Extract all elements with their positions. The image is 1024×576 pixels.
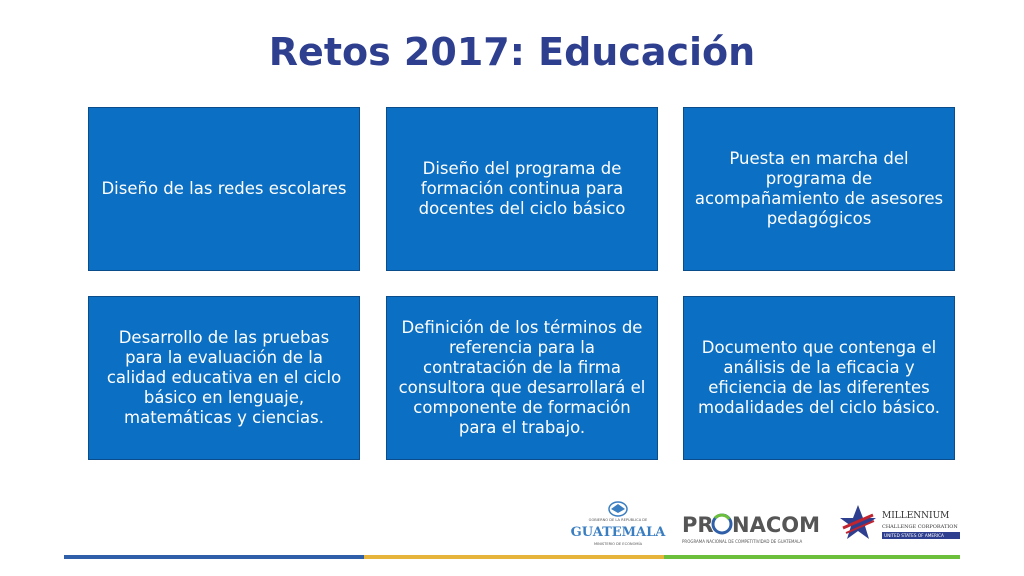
pronacom-logo (680, 506, 825, 546)
coat-of-arms-icon (609, 502, 627, 516)
footer-divider-blue (64, 555, 364, 559)
mcc-line3-text: UNITED STATES OF AMERICA (884, 533, 944, 538)
footer-divider-gold (364, 555, 664, 559)
challenge-box-teacher-training: Diseño del programa de formación continua para docentes del ciclo básico (386, 107, 658, 271)
page-title: Retos 2017: Educación (268, 30, 756, 74)
globe-icon (713, 515, 731, 533)
challenge-box-quality-tests: Desarrollo de las pruebas para la evaluación de la calidad educativa en el ciclo básico en lenguaje, matemáticas y ciencias. (88, 296, 360, 460)
challenge-box-pedagogical-advisors: Puesta en marcha del programa de acompañamiento de asesores pedagógicos (683, 107, 955, 271)
pronacom-pr-text: PR (682, 513, 714, 537)
mcc-line2-text: CHALLENGE CORPORATION (882, 524, 958, 530)
guatemala-top-text: GOBIERNO DE LA REPÚBLICA DE (588, 518, 648, 522)
challenge-box-efficiency-analysis: Documento que contenga el análisis de la eficacia y eficiencia de las diferentes modalidades del ciclo básico. (683, 296, 955, 460)
guatemala-sub-text: MINISTERIO DE ECONOMÍA (593, 542, 643, 546)
pronacom-sub-text: PROGRAMA NACIONAL DE COMPETITIVIDAD DE GUATEMALA (682, 539, 803, 544)
challenge-box-school-networks: Diseño de las redes escolares (88, 107, 360, 271)
mcc-line1-text: MILLENNIUM (882, 511, 950, 521)
pronacom-nacom-text: NACOM (732, 513, 820, 537)
challenge-box-consulting-terms: Definición de los términos de referencia para la contratación de la firma consultora que desarrollará el componente de formación para el trabajo. (386, 296, 658, 460)
star-icon (840, 505, 876, 539)
guatemala-logo (570, 500, 666, 550)
guatemala-name-text: GUATEMALA (570, 525, 666, 540)
mcc-logo (838, 503, 963, 545)
footer-divider-green (664, 555, 960, 559)
